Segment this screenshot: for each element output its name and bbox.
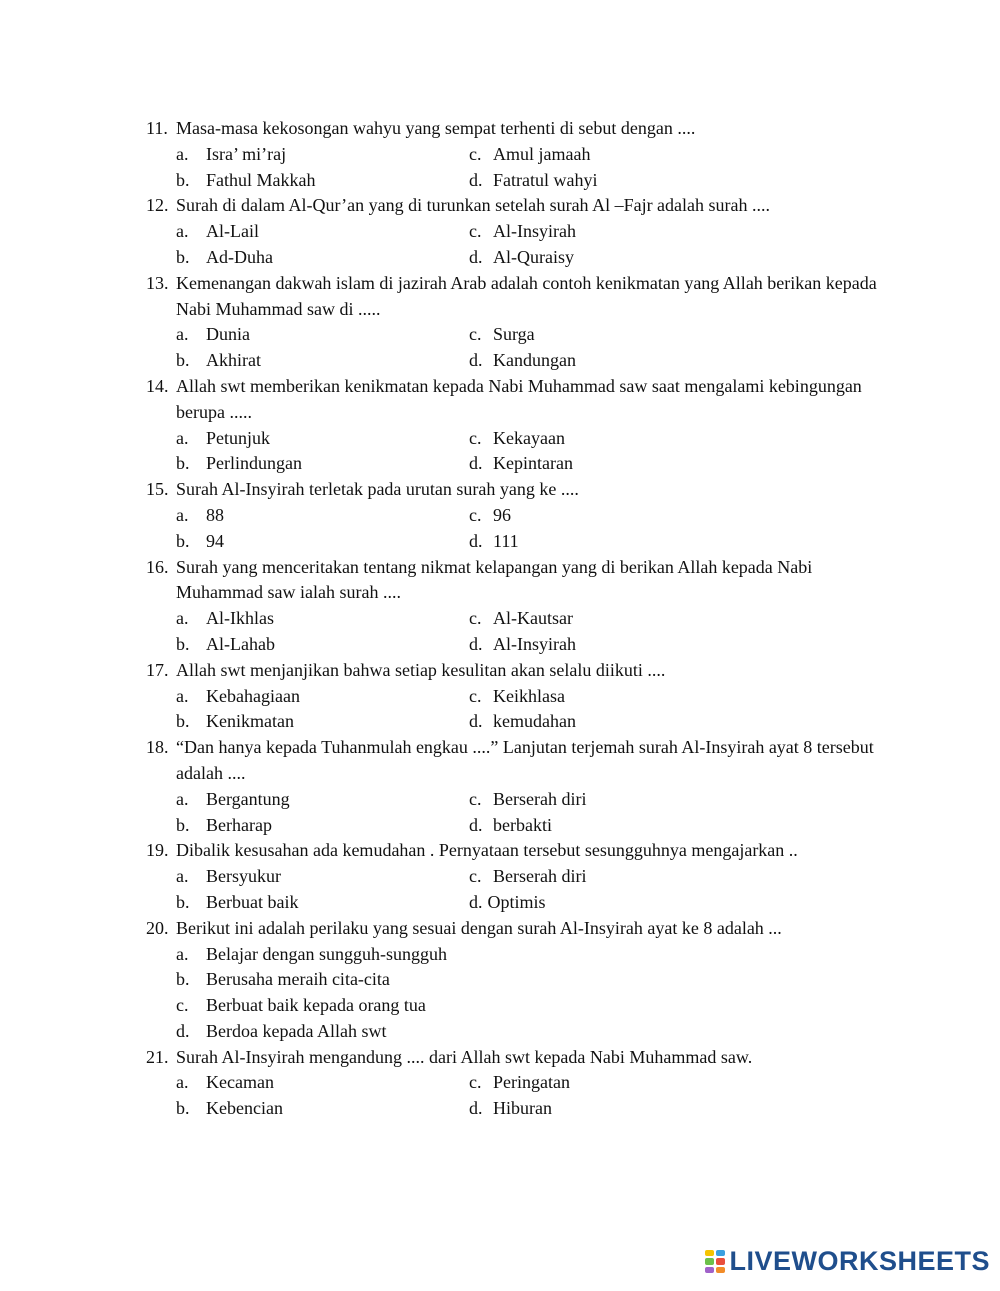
option-letter: c.	[469, 324, 482, 345]
question-14	[0, 374, 896, 426]
option-c[interactable]	[469, 787, 586, 813]
option-text: Berbuat baik	[206, 891, 299, 912]
option-text: Kebencian	[206, 1098, 283, 1119]
option-b[interactable]	[176, 168, 316, 194]
options-row	[0, 787, 1000, 813]
option-letter: c.	[469, 427, 482, 448]
option-letter: d.	[469, 350, 483, 371]
option-d[interactable]	[469, 632, 576, 658]
option-a[interactable]	[176, 787, 290, 813]
option-letter: a.	[176, 324, 189, 345]
option-d[interactable]	[469, 1096, 552, 1122]
option-letter: b.	[176, 169, 190, 190]
option-letter: a.	[176, 866, 189, 887]
option-letter: d.	[469, 633, 483, 654]
option-text: Fathul Makkah	[206, 169, 316, 190]
question-text: Allah swt menjanjikan bahwa setiap kesulitan akan selalu diikuti ....	[176, 659, 666, 680]
option-letter: b.	[176, 891, 190, 912]
options-row	[0, 813, 1000, 839]
option-d[interactable]	[469, 245, 574, 271]
option-text: Isra’ mi’raj	[206, 143, 287, 164]
option-c[interactable]	[176, 993, 426, 1019]
option-letter: c.	[469, 608, 482, 629]
option-c[interactable]	[469, 1070, 570, 1096]
question-text: Surah di dalam Al-Qur’an yang di turunkan setelah surah Al –Fajr adalah surah ....	[176, 195, 771, 216]
option-c[interactable]	[469, 219, 576, 245]
option-a[interactable]	[176, 606, 274, 632]
question-12	[0, 193, 896, 219]
option-b[interactable]	[176, 813, 272, 839]
option-letter: c.	[176, 995, 189, 1016]
question-text: Berikut ini adalah perilaku yang sesuai dengan surah Al-Insyirah ayat ke 8 adalah ...	[176, 917, 782, 938]
question-20	[0, 916, 896, 942]
option-text: Berusaha meraih cita-cita	[206, 969, 390, 990]
option-letter: c.	[469, 143, 482, 164]
options-row	[0, 503, 1000, 529]
option-b[interactable]	[176, 1096, 283, 1122]
option-text: Amul jamaah	[493, 143, 591, 164]
question-11	[0, 116, 896, 142]
option-letter: b.	[176, 453, 190, 474]
question-text: “Dan hanya kepada Tuhanmulah engkau ....” Lanjutan terjemah surah Al-Insyirah ayat 8 tersebut adalah ....	[176, 737, 874, 783]
question-number: 19.	[146, 840, 169, 861]
option-letter: a.	[176, 943, 189, 964]
liveworksheets-brand[interactable]	[705, 1246, 990, 1277]
option-text: Kandungan	[493, 350, 576, 371]
option-text: Berbuat baik kepada orang tua	[206, 995, 426, 1016]
option-letter: a.	[176, 143, 189, 164]
option-a[interactable]	[176, 1070, 274, 1096]
option-a[interactable]	[176, 219, 259, 245]
liveworksheets-logo-icon	[705, 1250, 725, 1274]
option-text: 94	[206, 530, 224, 551]
option-letter: d.	[176, 1020, 190, 1041]
question-number: 17.	[146, 659, 169, 680]
option-d[interactable]	[469, 348, 576, 374]
question-text: Kemenangan dakwah islam di jazirah Arab adalah contoh kenikmatan yang Allah berikan kepada Nabi Muhammad saw di .....	[176, 272, 877, 319]
options-row	[0, 348, 1000, 374]
option-letter: b.	[176, 633, 190, 654]
option-text: 111	[493, 530, 519, 551]
option-text: Belajar dengan sungguh-sungguh	[206, 943, 447, 964]
option-letter: c.	[469, 504, 482, 525]
option-text: Dunia	[206, 324, 250, 345]
option-text: Kenikmatan	[206, 711, 294, 732]
option-b[interactable]	[176, 451, 302, 477]
option-a[interactable]	[176, 503, 224, 529]
option-text: Kebahagiaan	[206, 685, 300, 706]
question-number: 12.	[146, 195, 169, 216]
option-d[interactable]	[469, 890, 546, 916]
option-a[interactable]	[176, 322, 250, 348]
option-b[interactable]	[176, 967, 390, 993]
option-letter: a.	[176, 1072, 189, 1093]
options-row	[0, 1019, 1000, 1045]
option-text: 96	[493, 504, 511, 525]
option-text: Hiburan	[493, 1098, 552, 1119]
option-d[interactable]	[469, 168, 597, 194]
option-text: Bergantung	[206, 788, 290, 809]
option-c[interactable]	[469, 684, 565, 710]
option-letter: d.	[469, 246, 483, 267]
option-letter: b.	[176, 350, 190, 371]
options-row	[0, 451, 1000, 477]
options-row	[0, 684, 1000, 710]
option-text: Berharap	[206, 814, 272, 835]
option-letter: a.	[176, 427, 189, 448]
option-text: Al-Kautsar	[493, 608, 573, 629]
question-text: Surah Al-Insyirah terletak pada urutan surah yang ke ....	[176, 479, 579, 500]
question-text: Masa-masa kekosongan wahyu yang sempat terhenti di sebut dengan ....	[176, 118, 696, 138]
option-letter: b.	[176, 530, 190, 551]
options-row	[0, 426, 1000, 452]
options-row	[0, 245, 1000, 271]
question-text: Allah swt memberikan kenikmatan kepada Nabi Muhammad saw saat mengalami kebingungan berupa .....	[176, 375, 862, 422]
logo-block	[705, 1267, 714, 1274]
option-text: Bersyukur	[206, 866, 281, 887]
option-text: Kecaman	[206, 1072, 274, 1093]
option-c[interactable]	[469, 606, 573, 632]
option-text: Al-Lail	[206, 221, 259, 242]
option-letter: b.	[176, 814, 190, 835]
option-text: Petunjuk	[206, 427, 271, 448]
option-a[interactable]	[176, 864, 281, 890]
option-letter: b.	[176, 969, 190, 990]
option-d[interactable]	[469, 709, 576, 735]
option-b[interactable]	[176, 709, 294, 735]
option-letter: d.	[469, 711, 483, 732]
option-text: Perlindungan	[206, 453, 302, 474]
question-number: 16.	[146, 556, 169, 577]
question-17	[0, 658, 896, 684]
option-letter: d.	[469, 891, 483, 912]
options-row	[0, 142, 1000, 168]
option-letter: a.	[176, 788, 189, 809]
question-number: 13.	[146, 272, 169, 293]
option-text: Kekayaan	[493, 427, 565, 448]
option-text: 88	[206, 504, 224, 525]
option-text: Keikhlasa	[493, 685, 565, 706]
options-row	[0, 942, 1000, 968]
option-c[interactable]	[469, 322, 535, 348]
question-number: 11.	[146, 118, 168, 138]
logo-block	[716, 1267, 725, 1274]
options-row	[0, 709, 1000, 735]
option-d[interactable]	[469, 529, 519, 555]
option-text: Berserah diri	[493, 866, 587, 887]
option-c[interactable]	[469, 864, 586, 890]
option-a[interactable]	[176, 942, 447, 968]
option-letter: d.	[469, 453, 483, 474]
question-text: Surah yang menceritakan tentang nikmat kelapangan yang di berikan Allah kepada Nabi Muhammad saw ialah surah ....	[176, 556, 813, 603]
logo-block	[716, 1250, 725, 1257]
option-text: Surga	[493, 324, 535, 345]
option-b[interactable]	[176, 632, 275, 658]
logo-block	[705, 1250, 714, 1257]
option-a[interactable]	[176, 142, 286, 168]
option-text: Al-Quraisy	[493, 246, 574, 267]
question-text: Dibalik kesusahan ada kemudahan . Pernyataan tersebut sesungguhnya mengajarkan ..	[176, 840, 798, 861]
option-text: Al-Ikhlas	[206, 608, 274, 629]
option-c[interactable]	[469, 503, 511, 529]
option-c[interactable]	[469, 426, 565, 452]
question-18	[0, 735, 896, 787]
option-text: Berdoa kepada Allah swt	[206, 1020, 387, 1041]
option-letter: d.	[469, 814, 483, 835]
options-row	[0, 993, 1000, 1019]
option-b[interactable]	[176, 245, 273, 271]
option-text: Al-Lahab	[206, 633, 275, 654]
question-number: 15.	[146, 479, 169, 500]
logo-block	[705, 1258, 714, 1265]
question-21	[0, 1045, 896, 1071]
option-letter: c.	[469, 788, 482, 809]
option-letter: a.	[176, 608, 189, 629]
option-letter: a.	[176, 685, 189, 706]
option-d[interactable]	[469, 451, 573, 477]
option-text: Optimis	[487, 891, 546, 912]
option-text: Akhirat	[206, 350, 261, 371]
question-13	[0, 271, 896, 323]
options-row	[0, 529, 1000, 555]
question-text: Surah Al-Insyirah mengandung .... dari Allah swt kepada Nabi Muhammad saw.	[176, 1046, 753, 1067]
option-text: Kepintaran	[493, 453, 573, 474]
option-a[interactable]	[176, 684, 300, 710]
question-number: 21.	[146, 1046, 169, 1067]
option-letter: c.	[469, 866, 482, 887]
option-b[interactable]	[176, 348, 261, 374]
liveworksheets-wordmark: LIVEWORKSHEETS	[729, 1246, 990, 1276]
option-text: Peringatan	[493, 1072, 570, 1093]
option-letter: a.	[176, 504, 189, 525]
option-letter: d.	[469, 169, 483, 190]
option-letter: d.	[469, 1098, 483, 1119]
options-row	[0, 168, 1000, 194]
option-letter: c.	[469, 221, 482, 242]
option-letter: d.	[469, 530, 483, 551]
question-16	[0, 555, 896, 607]
option-letter: a.	[176, 221, 189, 242]
question-19	[0, 838, 896, 864]
options-row	[0, 219, 1000, 245]
options-row	[0, 632, 1000, 658]
option-text: Berserah diri	[493, 788, 587, 809]
question-15	[0, 477, 896, 503]
option-text: berbakti	[493, 814, 552, 835]
option-c[interactable]	[469, 142, 590, 168]
options-row	[0, 1096, 1000, 1122]
question-number: 18.	[146, 737, 169, 758]
option-text: Al-Insyirah	[493, 221, 576, 242]
option-d[interactable]	[176, 1019, 386, 1045]
option-text: kemudahan	[493, 711, 576, 732]
options-row	[0, 1070, 1000, 1096]
option-a[interactable]	[176, 426, 270, 452]
options-row	[0, 890, 1000, 916]
question-number: 20.	[146, 917, 169, 938]
option-letter: c.	[469, 685, 482, 706]
option-d[interactable]	[469, 813, 552, 839]
option-text: Ad-Duha	[206, 246, 273, 267]
options-row	[0, 322, 1000, 348]
option-letter: b.	[176, 711, 190, 732]
options-row	[0, 606, 1000, 632]
option-text: Al-Insyirah	[493, 633, 576, 654]
option-letter: b.	[176, 246, 190, 267]
options-row	[0, 967, 1000, 993]
option-letter: b.	[176, 1098, 190, 1119]
worksheet	[0, 116, 1000, 1122]
option-letter: c.	[469, 1072, 482, 1093]
option-text: Fatratul wahyi	[493, 169, 598, 190]
options-row	[0, 864, 1000, 890]
option-b[interactable]	[176, 890, 298, 916]
logo-block	[716, 1258, 725, 1265]
question-number: 14.	[146, 375, 169, 396]
option-b[interactable]	[176, 529, 224, 555]
